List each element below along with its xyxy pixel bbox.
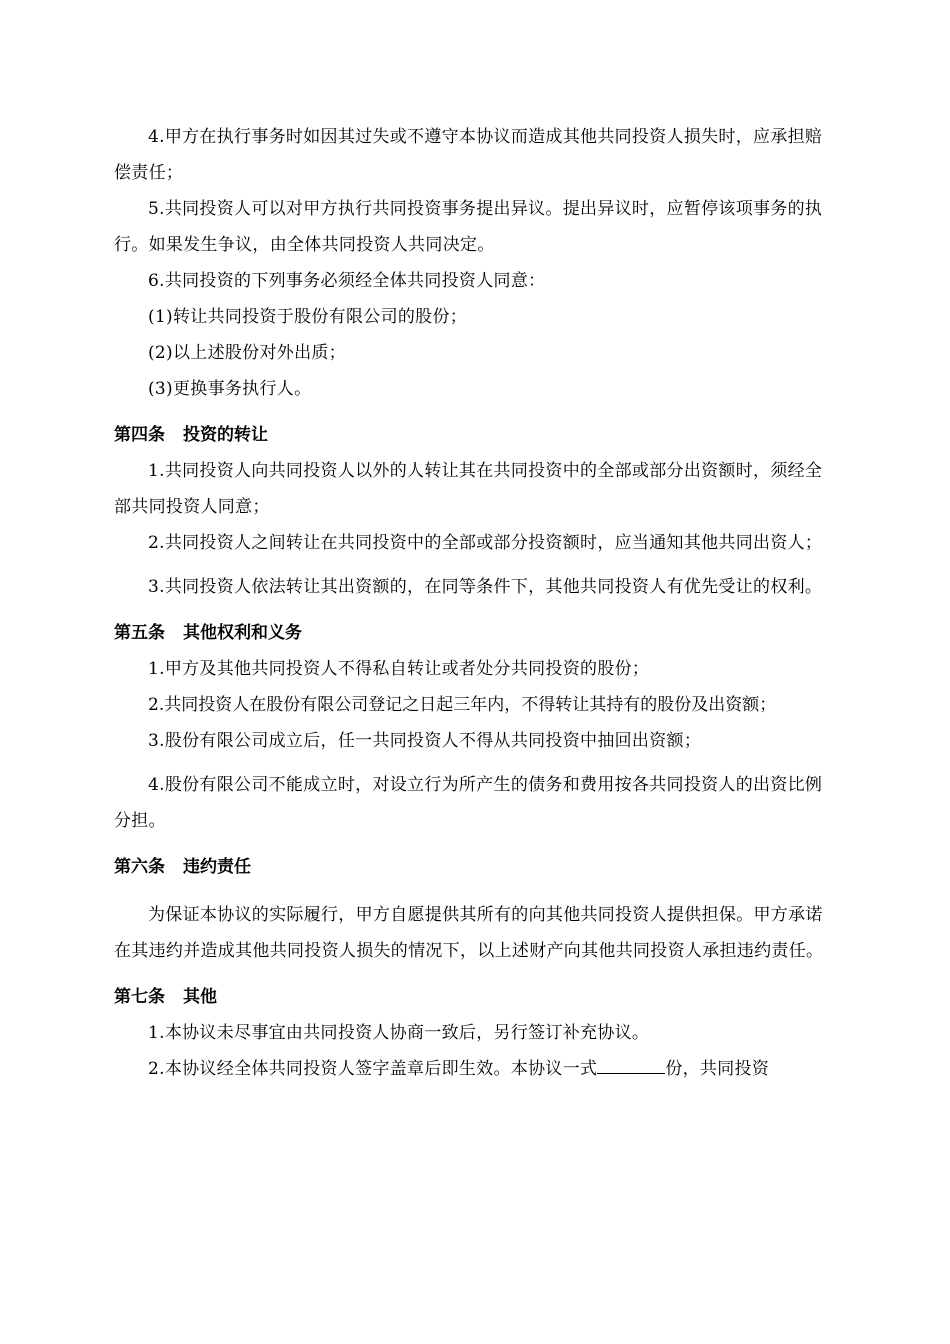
section6-body: 为保证本协议的实际履行，甲方自愿提供其所有的向其他共同投资人提供担保。甲方承诺在其违约并造成其他共同投资人损失的情况下，以上述财产向其他共同投资人承担违约责任。 <box>114 905 824 961</box>
section7-item-2-after: 份，共同投资 <box>665 1059 770 1079</box>
section4-item-1: 1.共同投资人向共同投资人以外的人转让其在共同投资中的全部或部分出资额时，须经全部共同投资人同意； <box>114 461 823 517</box>
section7-item-1: 1.本协议未尽事宜由共同投资人协商一致后，另行签订补充协议。 <box>148 1023 650 1043</box>
section5-item-1: 1.甲方及其他共同投资人不得私自转让或者处分共同投资的股份； <box>148 659 650 679</box>
section4-number: 第四条 <box>114 425 165 445</box>
section3-item-5: 5.共同投资人可以对甲方执行共同投资事务提出异议。提出异议时，应暂停该项事务的执行。如果发生争议，由全体共同投资人共同决定。 <box>114 199 823 255</box>
section5-item-4: 4.股份有限公司不能成立时，对设立行为所产生的债务和费用按各共同投资人的出资比例分担。 <box>114 775 823 831</box>
section5-number: 第五条 <box>114 623 165 643</box>
section7-item-2-before: 2.本协议经全体共同投资人签字盖章后即生效。本协议一式 <box>148 1059 598 1079</box>
section7-title: 其他 <box>183 987 217 1007</box>
section5-title: 其他权利和义务 <box>183 623 302 643</box>
section3-subitem-1: (1)转让共同投资于股份有限公司的股份； <box>148 307 468 327</box>
section4-item-2: 2.共同投资人之间转让在共同投资中的全部或部分投资额时，应当通知其他共同出资人； <box>148 533 823 553</box>
section5-item-3: 3.股份有限公司成立后，任一共同投资人不得从共同投资中抽回出资额； <box>148 731 702 751</box>
section7-number: 第七条 <box>114 987 165 1007</box>
section5-item-2: 2.共同投资人在股份有限公司登记之日起三年内，不得转让其持有的股份及出资额； <box>148 695 777 715</box>
section4-item-3: 3.共同投资人依法转让其出资额的，在同等条件下，其他共同投资人有优先受让的权利。 <box>148 577 823 597</box>
section6-heading <box>114 847 838 885</box>
section3-item-6: 6.共同投资的下列事务必须经全体共同投资人同意： <box>148 271 546 291</box>
section3-subitem-3: (3)更换事务执行人。 <box>148 379 312 399</box>
section4-title: 投资的转让 <box>183 425 268 445</box>
section3-subitem-2: (2)以上述股份对外出质； <box>148 343 346 363</box>
section5-heading <box>114 613 838 651</box>
copies-blank <box>597 1055 665 1074</box>
section4-heading <box>114 415 838 453</box>
document-body <box>114 119 838 1087</box>
section3-item-4: 4.甲方在执行事务时如因其过失或不遵守本协议而造成其他共同投资人损失时，应承担赔偿责任； <box>114 127 823 183</box>
section7-heading <box>114 977 838 1015</box>
section6-title: 违约责任 <box>183 857 251 877</box>
section6-number: 第六条 <box>114 857 165 877</box>
section7-item-2 <box>114 1051 838 1087</box>
